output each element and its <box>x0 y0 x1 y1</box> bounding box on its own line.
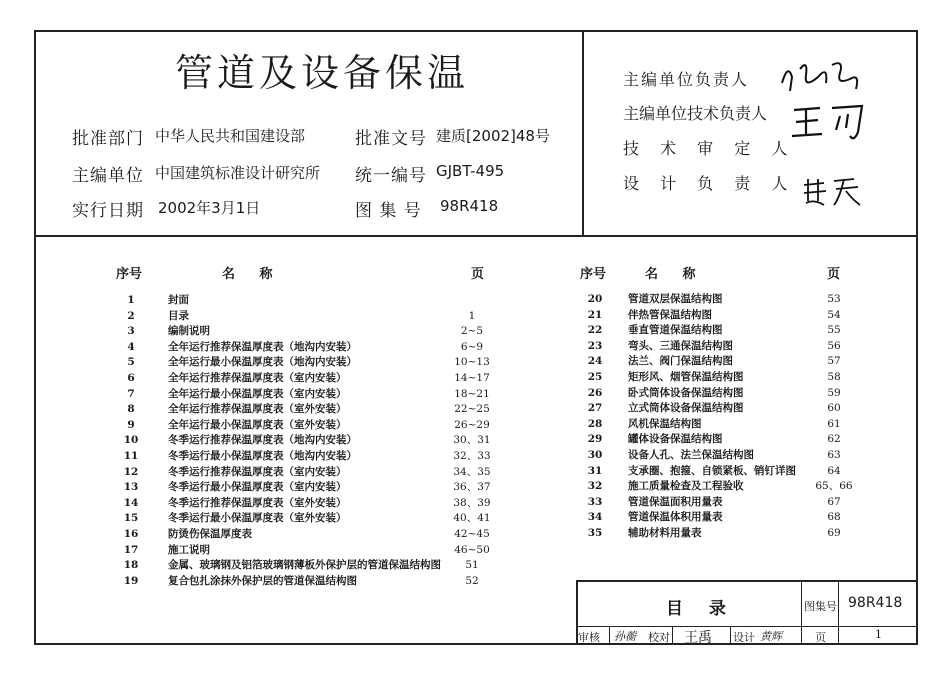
toc-row-name: 封面 <box>168 294 189 306</box>
toc-row-number: 31 <box>587 464 603 477</box>
toc-row-page: 10~13 <box>454 356 490 369</box>
toc-row-page: 57 <box>827 355 841 368</box>
toc-row-page: 51 <box>465 559 479 572</box>
toc-row-page: 60 <box>827 402 841 415</box>
responsible-label-tech-chief: 主编单位技术负责人 <box>623 104 768 123</box>
toc-header-page-left: 页 <box>471 267 485 282</box>
toc-row-page: 52 <box>465 574 479 587</box>
toc-row-name: 管道保温面积用量表 <box>628 495 723 508</box>
toc-row-name: 目录 <box>168 309 189 322</box>
signature-chief-unit <box>778 55 868 99</box>
toc-row-page: 56 <box>827 339 841 352</box>
toc-row-name: 冬季运行最小保温厚度表（室外安装） <box>168 512 347 525</box>
toc-row <box>116 419 507 432</box>
field-value-effective-date: 2002年3月1日 <box>158 199 261 217</box>
field-label-editor: 主编单位 <box>72 166 144 186</box>
toc-row <box>580 340 869 353</box>
design-label: 设计 <box>733 631 755 644</box>
title-block-col-divider-3 <box>609 626 610 645</box>
toc-row-name: 施工质量检查及工程验收 <box>628 480 744 493</box>
toc-row-name: 辅助材料用量表 <box>628 527 702 539</box>
toc-row-name: 管道保温体积用量表 <box>628 511 723 524</box>
toc-row-name: 罐体设备保温结构图 <box>628 433 723 446</box>
field-value-editor: 中国建筑标准设计研究所 <box>155 164 321 182</box>
toc-row-number: 30 <box>587 449 603 461</box>
atlas-no-label: 图集号 <box>804 600 837 613</box>
toc-row-name: 施工说明 <box>168 543 210 556</box>
toc-row-number: 6 <box>127 372 135 384</box>
title-block-col-divider-5 <box>730 626 731 645</box>
page-label: 页 <box>815 631 826 644</box>
toc-header-no-left: 序号 <box>116 267 143 282</box>
toc-row-number: 19 <box>123 574 139 587</box>
toc-row-number: 35 <box>587 527 603 539</box>
toc-row-number: 9 <box>127 418 135 431</box>
title-block-col-divider-4 <box>672 626 673 645</box>
toc-row-page: 32、33 <box>453 450 491 462</box>
header-vertical-divider <box>582 30 584 236</box>
toc-row-name: 弯头、三通保温结构图 <box>628 339 733 352</box>
toc-row-name: 风机保温结构图 <box>628 417 702 430</box>
toc-row-page: 36、37 <box>453 481 491 494</box>
toc-row <box>116 403 507 416</box>
toc-row-number: 3 <box>127 325 135 338</box>
toc-row <box>580 480 869 493</box>
toc-row <box>580 324 869 337</box>
toc-row-number: 17 <box>123 543 139 556</box>
signature-tech-chief <box>790 102 870 151</box>
toc-header-no-right: 序号 <box>580 267 607 282</box>
toc-row-number: 20 <box>587 293 603 305</box>
toc-row <box>580 293 869 306</box>
toc-row-number: 22 <box>587 324 603 337</box>
toc-row-page: 2~5 <box>460 325 484 338</box>
toc-header-name-left: 名 称 <box>222 267 283 282</box>
toc-row <box>116 294 507 307</box>
toc-row-page: 30、31 <box>453 434 491 447</box>
design-signature: 黄辉 <box>760 630 782 643</box>
toc-row-number: 1 <box>127 294 135 306</box>
toc-row <box>116 434 507 447</box>
toc-row-name: 全年运行推荐保温厚度表（室外安装） <box>168 403 347 416</box>
check-label: 校对 <box>648 631 670 644</box>
toc-row-number: 23 <box>587 339 603 352</box>
document-title: 管道及设备保温 <box>175 51 470 95</box>
toc-row-name: 防烫伤保温厚度表 <box>168 528 252 540</box>
toc-row-number: 29 <box>587 433 603 446</box>
toc-row <box>116 512 507 525</box>
toc-row-page: 53 <box>827 293 841 305</box>
toc-row-name: 复合包扎涂抹外保护层的管道保温结构图 <box>168 574 357 587</box>
toc-row-number: 4 <box>127 340 135 353</box>
field-value-unified-no: GJBT-495 <box>436 162 505 180</box>
toc-row-number: 18 <box>123 559 139 572</box>
toc-row-name: 支承圈、抱箍、自锁紧板、销钉详图 <box>628 464 796 477</box>
header-divider <box>34 235 918 237</box>
toc-row-name: 伴热管保温结构图 <box>628 308 712 321</box>
toc-row-name: 全年运行推荐保温厚度表（地沟内安装） <box>168 340 357 353</box>
toc-row <box>116 388 507 401</box>
field-value-approval-doc: 建质[2002]48号 <box>436 127 550 145</box>
title-block-row-divider <box>576 626 918 627</box>
toc-row-name: 金属、玻璃钢及铝箔玻璃钢薄板外保护层的管道保温结构图 <box>168 559 441 572</box>
title-block-col-divider-2 <box>838 580 839 645</box>
toc-row-name: 冬季运行推荐保温厚度表（室外安装） <box>168 496 347 509</box>
toc-row <box>580 433 869 446</box>
toc-row-name: 冬季运行推荐保温厚度表（室内安装） <box>168 465 347 478</box>
toc-row-page: 68 <box>827 511 841 524</box>
toc-row <box>580 402 869 415</box>
toc-row-number: 32 <box>587 480 603 493</box>
toc-row-number: 7 <box>127 387 135 400</box>
toc-row-page: 22~25 <box>454 403 490 416</box>
toc-row-name: 全年运行推荐保温厚度表（室内安装） <box>168 372 347 384</box>
toc-row <box>580 418 869 431</box>
toc-row <box>116 575 507 588</box>
toc-row-number: 25 <box>587 371 603 383</box>
toc-row <box>116 372 507 385</box>
toc-row-number: 14 <box>123 496 139 509</box>
toc-row <box>580 449 869 462</box>
toc-row-page: 46~50 <box>454 543 490 556</box>
toc-row-page: 6~9 <box>460 340 484 353</box>
toc-row-name: 垂直管道保温结构图 <box>628 324 723 337</box>
responsible-label-chief-unit: 主编单位负责人 <box>623 70 750 89</box>
toc-row-page: 67 <box>827 495 841 508</box>
toc-row-number: 16 <box>123 528 139 540</box>
toc-row-name: 全年运行最小保温厚度表（室内安装） <box>168 387 347 400</box>
toc-row-page: 69 <box>827 527 841 539</box>
field-label-effective-date: 实行日期 <box>72 201 144 221</box>
title-block-col-divider-1 <box>801 580 802 645</box>
toc-row-name: 设备人孔、法兰保温结构图 <box>628 449 754 461</box>
sheet-title: 目 录 <box>666 599 736 619</box>
toc-row-number: 33 <box>587 495 603 508</box>
toc-row <box>116 356 507 369</box>
toc-row-name: 全年运行最小保温厚度表（地沟内安装） <box>168 356 357 369</box>
field-value-approver: 中华人民共和国建设部 <box>155 127 306 145</box>
toc-header-page-right: 页 <box>827 267 841 282</box>
toc-row-page: 58 <box>827 371 841 383</box>
field-label-unified-no: 统一编号 <box>355 166 427 186</box>
toc-row-name: 立式筒体设备保温结构图 <box>628 402 744 415</box>
toc-row <box>116 450 507 463</box>
toc-row-page: 55 <box>827 324 841 337</box>
toc-row-name: 法兰、阀门保温结构图 <box>628 355 733 368</box>
toc-row <box>580 511 869 524</box>
toc-row <box>116 341 507 354</box>
toc-row <box>116 325 507 338</box>
toc-row-name: 管道双层保温结构图 <box>628 293 723 305</box>
toc-row-number: 21 <box>587 308 603 321</box>
toc-row-number: 5 <box>127 356 135 369</box>
toc-row-page: 18~21 <box>454 387 490 400</box>
toc-row-number: 26 <box>587 386 603 399</box>
toc-row <box>116 528 507 541</box>
field-label-approver: 批准部门 <box>72 129 144 149</box>
toc-row <box>116 310 507 323</box>
toc-row-number: 2 <box>127 309 135 322</box>
toc-row <box>580 355 869 368</box>
toc-row-page: 64 <box>827 464 841 477</box>
signature-design-lead <box>800 175 865 214</box>
toc-row-page: 34、35 <box>453 465 491 478</box>
toc-row-number: 15 <box>123 512 139 525</box>
check-signature: 王禹 <box>684 630 712 646</box>
toc-row-page: 26~29 <box>454 418 490 431</box>
field-label-atlas-no: 图 集 号 <box>355 201 422 221</box>
toc-row <box>580 527 869 540</box>
toc-row-page: 38、39 <box>453 496 491 509</box>
responsible-label-design-lead: 设 计 负 责 人 <box>623 174 796 193</box>
toc-row-page: 65、66 <box>815 480 853 493</box>
toc-row-number: 10 <box>123 434 139 447</box>
toc-row-name: 卧式筒体设备保温结构图 <box>628 386 744 399</box>
atlas-no-value: 98R418 <box>848 595 903 611</box>
toc-row-name: 全年运行最小保温厚度表（室外安装） <box>168 418 347 431</box>
toc-row-page: 40、41 <box>453 512 491 525</box>
toc-row-page: 54 <box>827 308 841 321</box>
toc-row-page: 59 <box>827 386 841 399</box>
toc-row <box>116 544 507 557</box>
field-value-atlas-no: 98R418 <box>440 197 499 215</box>
toc-row-page: 63 <box>827 449 841 461</box>
toc-row-number: 27 <box>587 402 603 415</box>
toc-row-page: 61 <box>827 417 841 430</box>
toc-row <box>580 371 869 384</box>
toc-row <box>116 559 507 572</box>
page-number: 1 <box>875 628 882 641</box>
responsible-label-tech-review: 技 术 审 定 人 <box>623 139 796 158</box>
toc-row-number: 12 <box>123 465 139 478</box>
toc-row <box>116 497 507 510</box>
toc-row <box>580 309 869 322</box>
toc-row <box>116 466 507 479</box>
toc-row-page: 14~17 <box>454 372 490 384</box>
toc-row-number: 24 <box>587 355 603 368</box>
toc-row <box>580 496 869 509</box>
toc-row-name: 冬季运行最小保温厚度表（地沟内安装） <box>168 450 357 462</box>
toc-row <box>580 465 869 478</box>
toc-row-name: 冬季运行推荐保温厚度表（地沟内安装） <box>168 434 357 447</box>
toc-row-page: 1 <box>468 309 476 322</box>
toc-row-number: 8 <box>127 403 135 416</box>
review-signature: 孙蘅 <box>614 630 636 643</box>
toc-row-number: 11 <box>123 450 139 462</box>
toc-row-number: 13 <box>123 481 139 494</box>
toc-row <box>580 387 869 400</box>
toc-row-name: 编制说明 <box>168 325 210 338</box>
toc-row-page: 42~45 <box>454 528 490 540</box>
toc-row-number: 34 <box>587 511 603 524</box>
toc-row-page: 62 <box>827 433 841 446</box>
toc-row-name: 矩形风、烟管保温结构图 <box>628 371 744 383</box>
toc-header-name-right: 名 称 <box>645 267 706 282</box>
toc-row-number: 28 <box>587 417 603 430</box>
review-label: 审核 <box>578 631 600 644</box>
toc-row <box>116 481 507 494</box>
toc-row-name: 冬季运行最小保温厚度表（室内安装） <box>168 481 347 494</box>
field-label-approval-doc: 批准文号 <box>355 129 427 149</box>
